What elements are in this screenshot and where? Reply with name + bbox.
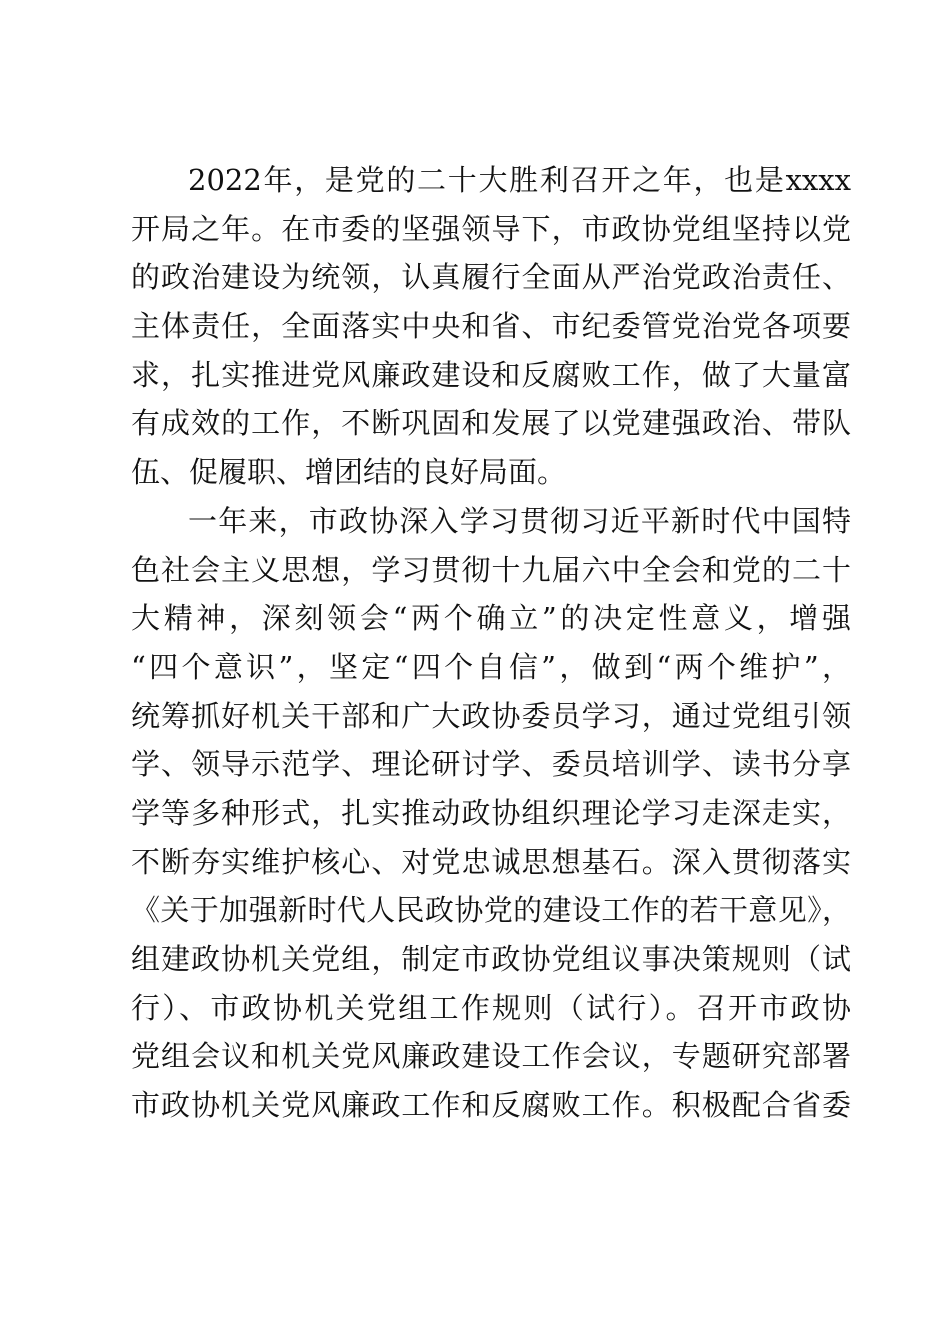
text-line: 开局之年。在市委的坚强领导下，市政协党组坚持以党 [131, 211, 851, 246]
text-line: 有成效的工作，不断巩固和发展了以党建强政治、带队 [131, 406, 851, 441]
paragraph-1 [131, 156, 851, 497]
text-line: 的政治建设为统领，认真履行全面从严治党政治责任、 [131, 260, 851, 295]
text-line: 大精神，深刻领会“两个确立”的决定性意义，增强 [131, 601, 851, 636]
text-line: “四个意识”，坚定“四个自信”，做到“两个维护”， [131, 649, 851, 684]
text-line: 《关于加强新时代人民政协党的建设工作的若干意见》， [131, 893, 851, 928]
document-body [131, 156, 851, 1130]
text-line: 组建政协机关党组，制定市政协党组议事决策规则（试 [131, 942, 851, 976]
text-line: 色社会主义思想，学习贯彻十九届六中全会和党的二十 [131, 552, 851, 587]
text-line: 一年来，市政协深入学习贯彻习近平新时代中国特 [188, 503, 851, 538]
text-line: 主体责任，全面落实中央和省、市纪委管党治党各项要 [131, 309, 851, 344]
text-line: 学等多种形式，扎实推动政协组织理论学习走深走实， [131, 795, 851, 830]
text-line: 2022年，是党的二十大胜利召开之年，也是xxxx [188, 163, 851, 197]
text-line: 不断夯实维护核心、对党忠诚思想基石。深入贯彻落实 [131, 844, 851, 879]
text-line: 党组会议和机关党风廉政建设工作会议，专题研究部署 [131, 1039, 851, 1074]
text-line: 统筹抓好机关干部和广大政协委员学习，通过党组引领 [131, 698, 851, 733]
text-line: 学、领导示范学、理论研讨学、委员培训学、读书分享 [131, 747, 851, 782]
paragraph-2 [131, 497, 851, 1130]
text-line: 求，扎实推进党风廉政建设和反腐败工作，做了大量富 [131, 357, 851, 392]
text-line: 行）、市政协机关党组工作规则（试行）。召开市政协 [131, 990, 851, 1025]
text-line: 伍、促履职、增团结的良好局面。 [131, 455, 567, 490]
text-line: 市政协机关党风廉政工作和反腐败工作。积极配合省委 [131, 1088, 851, 1123]
